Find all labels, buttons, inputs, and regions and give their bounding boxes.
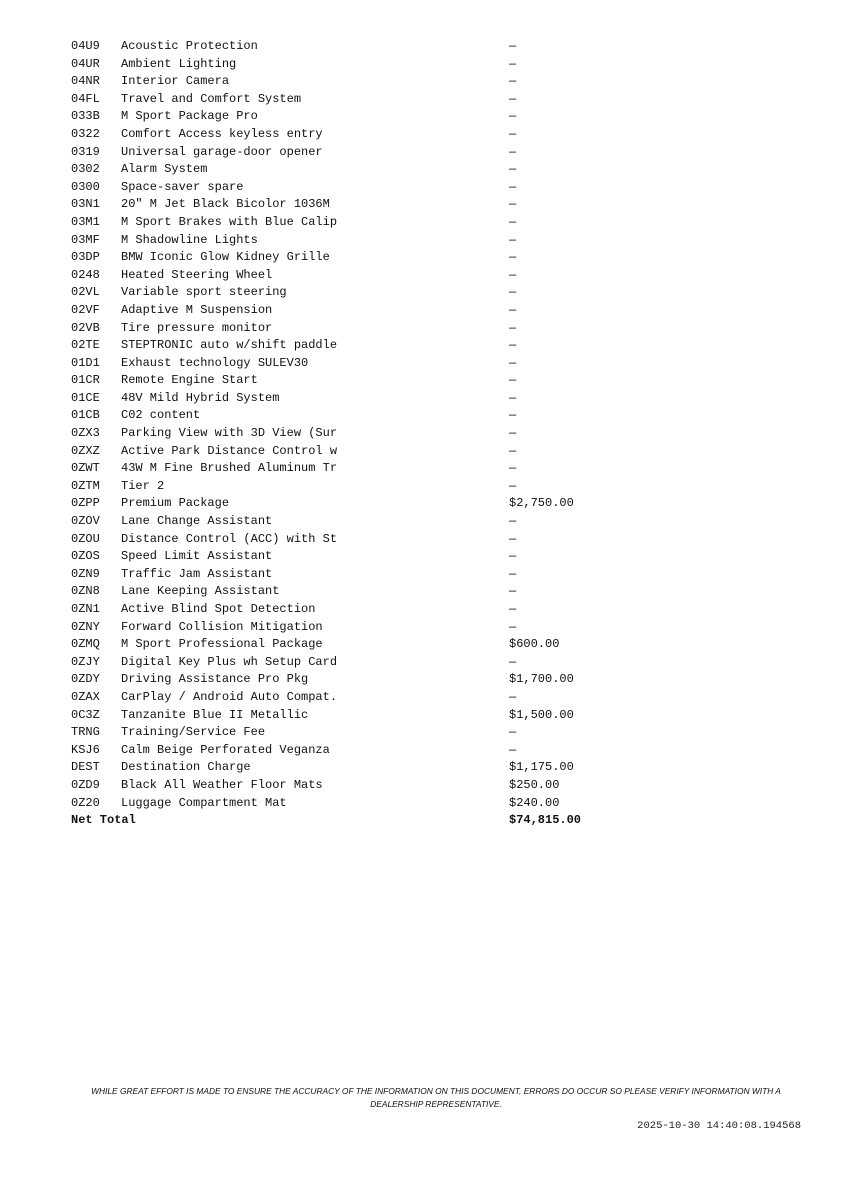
option-description: Exhaust technology SULEV30 <box>121 355 309 370</box>
option-description: Tanzanite Blue II Metallic <box>121 707 309 722</box>
option-price: — <box>509 126 517 141</box>
option-price: — <box>509 654 517 669</box>
option-code: 0ZWT <box>71 461 100 476</box>
net-total-row <box>71 812 631 830</box>
option-description: C02 content <box>121 408 201 423</box>
option-description: 20" M Jet Black Bicolor 1036M <box>121 197 330 212</box>
option-code: 0ZPP <box>71 496 100 511</box>
option-row <box>71 320 631 338</box>
option-code: 02VL <box>71 285 100 300</box>
option-price: $1,700.00 <box>509 672 574 687</box>
option-price: — <box>509 214 517 229</box>
option-code: 03DP <box>71 250 100 265</box>
option-price: — <box>509 584 517 599</box>
option-code: 03N1 <box>71 197 100 212</box>
print-timestamp: 2025-10-30 14:40:08.194568 <box>637 1120 801 1132</box>
option-row <box>71 284 631 302</box>
option-description: Heated Steering Wheel <box>121 267 273 282</box>
option-row <box>71 548 631 566</box>
option-code: 04UR <box>71 56 100 71</box>
option-description: Driving Assistance Pro Pkg <box>121 672 309 687</box>
option-row <box>71 179 631 197</box>
option-code: 0ZTM <box>71 478 100 493</box>
option-row <box>71 619 631 637</box>
option-price: — <box>509 566 517 581</box>
option-code: 01CB <box>71 408 100 423</box>
option-description: Ambient Lighting <box>121 56 237 71</box>
option-description: BMW Iconic Glow Kidney Grille <box>121 250 330 265</box>
option-row <box>71 126 631 144</box>
option-row <box>71 531 631 549</box>
option-code: 0ZOS <box>71 549 100 564</box>
option-code: 0ZJY <box>71 654 100 669</box>
option-code: 0ZD9 <box>71 777 100 792</box>
option-row <box>71 495 631 513</box>
option-row <box>71 654 631 672</box>
option-description: CarPlay / Android Auto Compat. <box>121 689 338 704</box>
option-price: — <box>509 39 517 53</box>
option-price: $2,750.00 <box>509 496 574 511</box>
option-description: Destination Charge <box>121 760 251 775</box>
option-price: — <box>509 232 517 247</box>
option-price: — <box>509 689 517 704</box>
option-row <box>71 460 631 478</box>
option-price: — <box>509 408 517 423</box>
option-code: 04U9 <box>71 39 100 53</box>
option-code: 03M1 <box>71 214 100 229</box>
option-description: Calm Beige Perforated Veganza <box>121 742 330 757</box>
option-price: — <box>509 549 517 564</box>
option-row <box>71 443 631 461</box>
option-price: — <box>509 250 517 265</box>
option-price: — <box>509 390 517 405</box>
option-row <box>71 161 631 179</box>
option-description: Luggage Compartment Mat <box>121 795 287 810</box>
option-description: Premium Package <box>121 496 230 511</box>
option-description: Digital Key Plus wh Setup Card <box>121 654 338 669</box>
option-code: 02VF <box>71 302 100 317</box>
option-price: $250.00 <box>509 777 560 792</box>
option-price: — <box>509 478 517 493</box>
option-code: 0319 <box>71 144 100 159</box>
option-price: — <box>509 267 517 282</box>
option-description: Black All Weather Floor Mats <box>121 777 323 792</box>
option-code: 0ZXZ <box>71 443 100 458</box>
option-row <box>71 232 631 250</box>
option-description: Acoustic Protection <box>121 39 258 53</box>
option-row <box>71 267 631 285</box>
option-price: $600.00 <box>509 637 560 652</box>
option-row <box>71 249 631 267</box>
option-row <box>71 777 631 795</box>
option-price: — <box>509 725 517 740</box>
option-description: M Sport Package Pro <box>121 109 258 124</box>
option-description: Active Park Distance Control w <box>121 443 338 458</box>
option-price: — <box>509 179 517 194</box>
disclaimer-text: WHILE GREAT EFFORT IS MADE TO ENSURE THE ACCURACY OF THE INFORMATION ON THIS DOCUMENT, ERRORS DO OCCUR SO PLEASE VERIFY INFORMATION WITH A DEALERSHIP REPRESENTATIVE. <box>91 1086 781 1109</box>
option-price: — <box>509 355 517 370</box>
option-row <box>71 214 631 232</box>
option-code: 0ZN8 <box>71 584 100 599</box>
option-description: Space-saver spare <box>121 179 244 194</box>
option-price: — <box>509 91 517 106</box>
option-description: 43W M Fine Brushed Aluminum Tr <box>121 461 338 476</box>
option-price: — <box>509 162 517 177</box>
option-row <box>71 583 631 601</box>
option-description: Universal garage-door opener <box>121 144 323 159</box>
option-price: — <box>509 320 517 335</box>
option-code: 0ZN9 <box>71 566 100 581</box>
option-row <box>71 407 631 425</box>
option-description: Training/Service Fee <box>121 725 266 740</box>
option-code: 03MF <box>71 232 100 247</box>
option-row <box>71 636 631 654</box>
option-description: Speed Limit Assistant <box>121 549 273 564</box>
option-description: Remote Engine Start <box>121 373 258 388</box>
option-description: M Shadowline Lights <box>121 232 258 247</box>
option-row <box>71 372 631 390</box>
net-total-label: Net Total <box>71 813 136 828</box>
option-code: 0ZX3 <box>71 426 100 441</box>
option-price: — <box>509 373 517 388</box>
option-code: 0ZOV <box>71 514 100 529</box>
option-price: — <box>509 285 517 300</box>
option-description: Distance Control (ACC) with St <box>121 531 338 546</box>
option-code: 0248 <box>71 267 100 282</box>
option-row <box>71 355 631 373</box>
option-code: 01CE <box>71 390 100 405</box>
net-total-value: $74,815.00 <box>509 813 582 828</box>
option-code: 0300 <box>71 179 100 194</box>
option-price: — <box>509 197 517 212</box>
option-row <box>71 56 631 74</box>
option-description: Travel and Comfort System <box>121 91 302 106</box>
option-list <box>71 38 631 830</box>
option-description: M Sport Professional Package <box>121 637 323 652</box>
option-description: Interior Camera <box>121 74 230 89</box>
option-description: Variable sport steering <box>121 285 287 300</box>
option-price: — <box>509 461 517 476</box>
option-price: — <box>509 426 517 441</box>
option-rows <box>71 38 631 812</box>
option-price: $240.00 <box>509 795 560 810</box>
option-row <box>71 425 631 443</box>
option-row <box>71 478 631 496</box>
option-code: TRNG <box>71 725 100 740</box>
option-row <box>71 73 631 91</box>
option-code: 01CR <box>71 373 100 388</box>
option-code: 02VB <box>71 320 100 335</box>
option-row <box>71 108 631 126</box>
option-row <box>71 724 631 742</box>
option-code: 0ZN1 <box>71 602 100 616</box>
option-row <box>71 196 631 214</box>
option-code: DEST <box>71 760 100 775</box>
option-row <box>71 707 631 725</box>
option-price: — <box>509 144 517 159</box>
option-row <box>71 671 631 689</box>
option-code: 033B <box>71 109 100 124</box>
option-price: — <box>509 514 517 529</box>
option-row <box>71 38 631 56</box>
option-price: — <box>509 443 517 458</box>
option-row <box>71 759 631 777</box>
option-row <box>71 795 631 813</box>
option-row <box>71 302 631 320</box>
option-price: — <box>509 742 517 757</box>
option-row <box>71 689 631 707</box>
option-description: Comfort Access keyless entry <box>121 126 323 141</box>
option-code: 0ZAX <box>71 689 100 704</box>
option-code: 0ZNY <box>71 619 100 634</box>
option-price: — <box>509 602 517 616</box>
option-description: STEPTRONIC auto w/shift paddle <box>121 338 338 353</box>
option-code: 04NR <box>71 74 100 89</box>
option-price: — <box>509 109 517 124</box>
option-row <box>71 144 631 162</box>
option-price: — <box>509 619 517 634</box>
option-description: M Sport Brakes with Blue Calip <box>121 214 338 229</box>
option-price: — <box>509 56 517 71</box>
option-row <box>71 91 631 109</box>
option-row <box>71 390 631 408</box>
option-code: 0C3Z <box>71 707 100 722</box>
option-price: — <box>509 531 517 546</box>
option-price: — <box>509 74 517 89</box>
option-price: $1,500.00 <box>509 707 574 722</box>
option-code: 04FL <box>71 91 100 106</box>
option-description: Parking View with 3D View (Sur <box>121 426 338 441</box>
option-row <box>71 601 631 619</box>
option-description: 48V Mild Hybrid System <box>121 390 280 405</box>
option-code: KSJ6 <box>71 742 100 757</box>
option-description: Traffic Jam Assistant <box>121 566 273 581</box>
option-description: Alarm System <box>121 162 208 177</box>
option-code: 01D1 <box>71 355 100 370</box>
option-price: $1,175.00 <box>509 760 574 775</box>
option-description: Active Blind Spot Detection <box>121 602 316 616</box>
option-description: Adaptive M Suspension <box>121 302 273 317</box>
option-code: 0302 <box>71 162 100 177</box>
option-row <box>71 513 631 531</box>
option-description: Tier 2 <box>121 478 165 493</box>
option-description: Lane Keeping Assistant <box>121 584 280 599</box>
option-code: 0ZMQ <box>71 637 100 652</box>
option-price: — <box>509 302 517 317</box>
option-description: Forward Collision Mitigation <box>121 619 323 634</box>
option-code: 0322 <box>71 126 100 141</box>
option-description: Tire pressure monitor <box>121 320 273 335</box>
option-row <box>71 566 631 584</box>
option-code: 02TE <box>71 338 100 353</box>
option-price: — <box>509 338 517 353</box>
option-code: 0ZDY <box>71 672 100 687</box>
option-code: 0ZOU <box>71 531 100 546</box>
option-code: 0Z20 <box>71 795 100 810</box>
option-row <box>71 337 631 355</box>
option-row <box>71 742 631 760</box>
option-description: Lane Change Assistant <box>121 514 273 529</box>
